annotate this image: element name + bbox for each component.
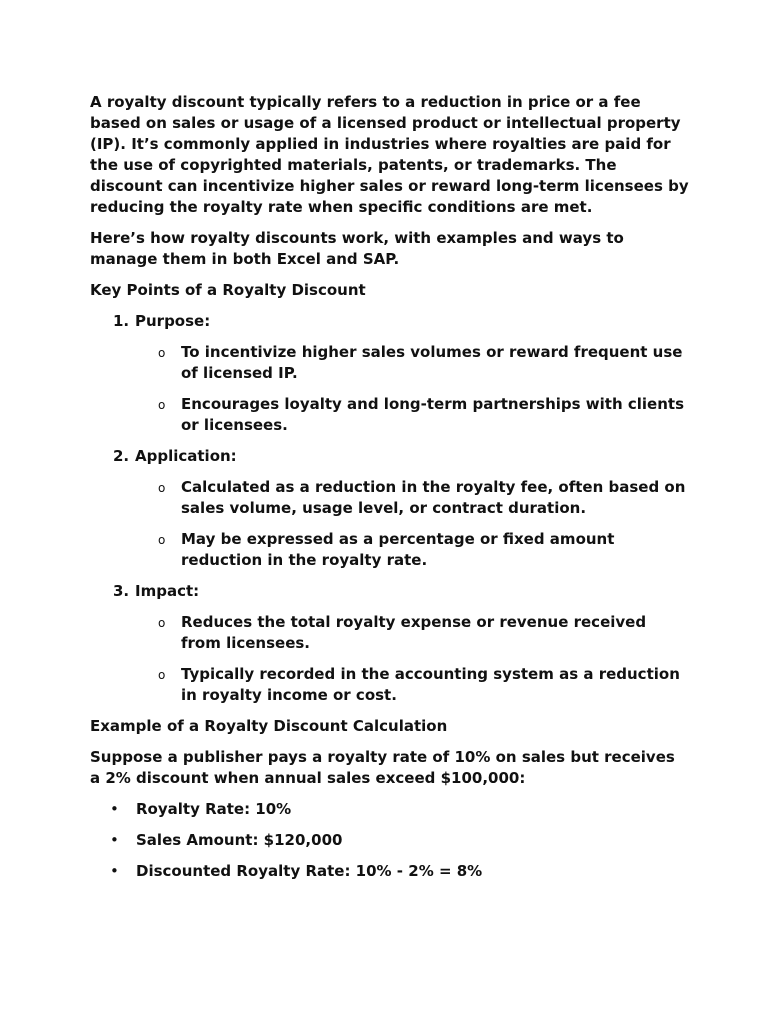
key-points-heading: Key Points of a Royalty Discount	[90, 281, 366, 299]
example-list-item: • Royalty Rate: 10%	[110, 800, 292, 818]
key-point-title: Purpose:	[135, 312, 211, 330]
dot-bullet-icon: •	[110, 862, 119, 880]
dot-bullet-icon: •	[110, 831, 119, 849]
sub-list-item: o Reduces the total royalty expense or revenue received from licensees.	[158, 613, 647, 652]
key-point-application	[90, 446, 690, 571]
dot-bullet-icon: •	[110, 800, 119, 818]
key-point-title: Impact:	[135, 582, 200, 600]
example-list	[90, 799, 690, 882]
circle-bullet-icon: o	[158, 533, 166, 547]
example-heading: Example of a Royalty Discount Calculation	[90, 717, 448, 735]
example-intro-paragraph: Suppose a publisher pays a royalty rate of 10% on sales but receives a 2% discount when annual sales exceed $100,000:	[90, 748, 675, 787]
example-list-item: • Discounted Royalty Rate: 10% - 2% = 8%	[110, 862, 483, 880]
key-point-number: 2.	[113, 447, 130, 465]
sub-list-item: o Calculated as a reduction in the royalty fee, often based on sales volume, usage level, or contract duration.	[158, 478, 686, 517]
key-point-number: 1.	[113, 312, 130, 330]
overview-paragraph: Here’s how royalty discounts work, with examples and ways to manage them in both Excel and SAP.	[90, 229, 624, 268]
key-point-number: 3.	[113, 582, 130, 600]
key-point-purpose	[90, 311, 690, 436]
circle-bullet-icon: o	[158, 481, 166, 495]
key-point-sub-list	[90, 477, 690, 571]
sub-list-item: o To incentivize higher sales volumes or reward frequent use of licensed IP.	[158, 343, 683, 382]
key-points-list	[90, 311, 690, 706]
sub-list-item: o Encourages loyalty and long-term partnerships with clients or licensees.	[158, 395, 684, 434]
document-body	[90, 92, 690, 892]
example-list-item: • Sales Amount: $120,000	[110, 831, 343, 849]
sub-list-item: o May be expressed as a percentage or fixed amount reduction in the royalty rate.	[158, 530, 615, 569]
circle-bullet-icon: o	[158, 616, 166, 630]
key-point-impact	[90, 581, 690, 706]
intro-paragraph: A royalty discount typically refers to a reduction in price or a fee based on sales or usage of a licensed product or intellectual property (IP). It’s commonly applied in industries where royalties are paid for the use of copyrighted materials, patents, or trademarks. The discount can incentivize higher sales or reward long-term licensees by reducing the royalty rate when specific conditions are met.	[90, 93, 689, 216]
key-point-sub-list	[90, 612, 690, 706]
key-point-sub-list	[90, 342, 690, 436]
sub-list-item: o Typically recorded in the accounting system as a reduction in royalty income or cost.	[158, 665, 680, 704]
circle-bullet-icon: o	[158, 668, 166, 682]
circle-bullet-icon: o	[158, 346, 166, 360]
key-point-title: Application:	[135, 447, 237, 465]
circle-bullet-icon: o	[158, 398, 166, 412]
